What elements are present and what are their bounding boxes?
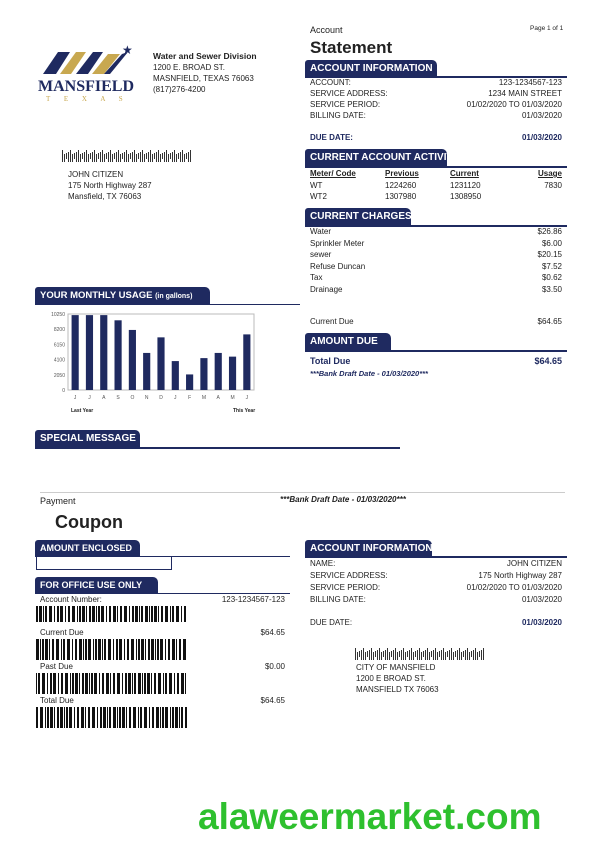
bar [143,353,150,390]
total-due-row: Total Due $64.65 [310,356,562,366]
activity-header: CURRENT ACCOUNT ACTIVITY [305,149,447,166]
customer-city: Mansfield, TX 76063 [68,192,142,201]
usage-header [35,287,210,304]
info-row: Refuse Duncan $7.52 [310,261,562,271]
barcode [36,673,187,694]
x-tick-label: M [201,395,207,401]
x-tick-label: F [188,395,192,401]
watermark: alaweermarket.com [198,796,542,837]
amount-due-header: AMOUNT DUE [305,333,391,350]
bar [200,358,207,390]
x-tick-label: A [216,395,220,401]
page-number: Page 1 of 1 [530,25,564,32]
remit-address [356,662,439,695]
info-row: SERVICE ADDRESS: 175 North Highway 287 [310,571,562,580]
special-message-header: SPECIAL MESSAGE [35,430,140,447]
remit-line3: MANSFIELD TX 76063 [356,685,439,694]
account-info-header: ACCOUNT INFORMATION [305,60,437,77]
y-tick-label: 10250 [51,312,65,318]
current-due-row: Current Due $64.65 [310,317,562,326]
barcode [36,606,187,622]
activity-table [310,169,562,205]
divider [305,166,567,168]
postal-barcode [355,648,484,660]
divider [305,556,567,558]
tear-line [40,492,565,493]
division-phone: (817)276-4200 [153,85,206,94]
bar [129,330,136,390]
bank-draft-note: ***Bank Draft Date - 01/03/2020*** [310,369,428,378]
bar [86,315,93,390]
y-tick-label: 8200 [53,327,65,334]
this-year-label: This Year [233,408,256,414]
logo-sub: T E X A S [46,95,129,103]
activity-cell: WT [310,181,323,190]
x-tick-label: M [230,395,235,401]
info-row: ACCOUNT: 123-1234567-123 [310,78,562,87]
info-row: Water $26.86 [310,227,562,236]
info-row: SERVICE PERIOD: 01/02/2020 TO 01/03/2020 [310,100,562,109]
bar [100,315,107,390]
amount-enclosed-header: AMOUNT ENCLOSED [35,540,140,557]
y-tick-label: 4100 [53,357,65,364]
divider [35,593,290,594]
x-tick-label: S [116,395,120,401]
info-row: BILLING DATE: 01/03/2020 [310,595,562,604]
info-row: Tax $0.62 [310,273,562,282]
svg-text:★: ★ [122,44,133,57]
due-date-row: DUE DATE: 01/03/2020 [310,133,562,142]
activity-col-header: Current [450,169,479,178]
coupon-account-header: ACCOUNT INFORMATION [305,540,432,557]
activity-cell: 1231120 [450,181,481,190]
usage-title: YOUR MONTHLY USAGE [40,290,153,301]
activity-col-header: Usage [537,169,562,178]
x-tick-label: J [73,395,77,401]
division-address2: MASNFIELD, TEXAS 76063 [153,74,254,83]
amount-enclosed-input[interactable] [36,557,172,570]
info-row: sewer $20.15 [310,250,562,259]
division-name: Water and Sewer Division [153,51,257,61]
office-row: Past Due $0.00 [40,662,285,671]
x-tick-label: J [245,395,249,401]
coupon-title: Coupon [55,512,123,532]
bar [243,334,250,390]
statement-title: Statement [310,38,393,57]
remit-line2: 1200 E BROAD ST. [356,674,426,683]
customer-name: JOHN CITIZEN [68,170,124,179]
coupon-draft-note: ***Bank Draft Date - 01/03/2020*** [280,495,406,504]
x-tick-label: J [174,395,177,401]
customer-address [68,169,152,202]
activity-cell: WT2 [310,192,327,201]
charges-header: CURRENT CHARGES [305,208,411,225]
bar [186,374,193,390]
bar [229,357,236,390]
activity-cell: 1307980 [385,192,417,201]
info-row: SERVICE ADDRESS: 1234 MAIN STREET [310,89,562,98]
office-row: Current Due $64.65 [40,628,285,637]
bar [172,361,179,390]
y-tick-label: 2050 [53,372,65,379]
payment-label: Payment [40,496,76,506]
office-use-header: FOR OFFICE USE ONLY [35,577,158,594]
division-address1: 1200 E. BROAD ST. [153,63,226,72]
activity-cell: 1224260 [385,181,417,190]
activity-col-header: Meter/ Code [310,169,356,178]
usage-chart [36,308,262,408]
remit-line1: CITY OF MANSFIELD [356,663,436,672]
x-tick-label: D [159,395,163,401]
x-tick-label: A [102,395,106,401]
x-tick-label: N [144,395,149,401]
division-info [153,51,257,95]
bar [115,320,122,390]
activity-cell: 1308950 [450,192,482,201]
logo-name: MANSFIELD [38,78,135,95]
bar [157,337,164,390]
y-tick-label: 0 [62,388,65,394]
divider [35,304,300,305]
info-row: SERVICE PERIOD: 01/02/2020 TO 01/03/2020 [310,583,562,592]
customer-street: 175 North Highway 287 [68,181,152,190]
bar [72,315,79,390]
account-label: Account [310,25,343,35]
last-year-label: Last Year [71,408,94,414]
barcode [36,639,187,660]
x-tick-label: O [130,395,135,401]
office-row: Account Number: 123-1234567-123 [40,595,285,604]
barcode [36,707,187,728]
postal-barcode [62,150,191,162]
mansfield-logo [38,44,138,102]
activity-col-header: Previous [385,169,419,178]
info-row: Sprinkler Meter $6.00 [310,238,562,248]
bar [215,353,222,390]
coupon-due-row: DUE DATE: 01/03/2020 [310,618,562,627]
logo-swoosh-icon [38,44,138,74]
divider [35,447,400,449]
activity-cell: 7830 [544,181,562,190]
x-tick-label: J [88,395,91,401]
info-row: BILLING DATE: 01/03/2020 [310,111,562,120]
info-row: Drainage $3.50 [310,284,562,294]
usage-subtitle: (in gallons) [155,293,193,300]
info-row: NAME: JOHN CITIZEN [310,559,562,568]
y-tick-label: 6150 [53,342,65,349]
divider [305,350,567,352]
office-row: Total Due $64.65 [40,696,285,705]
